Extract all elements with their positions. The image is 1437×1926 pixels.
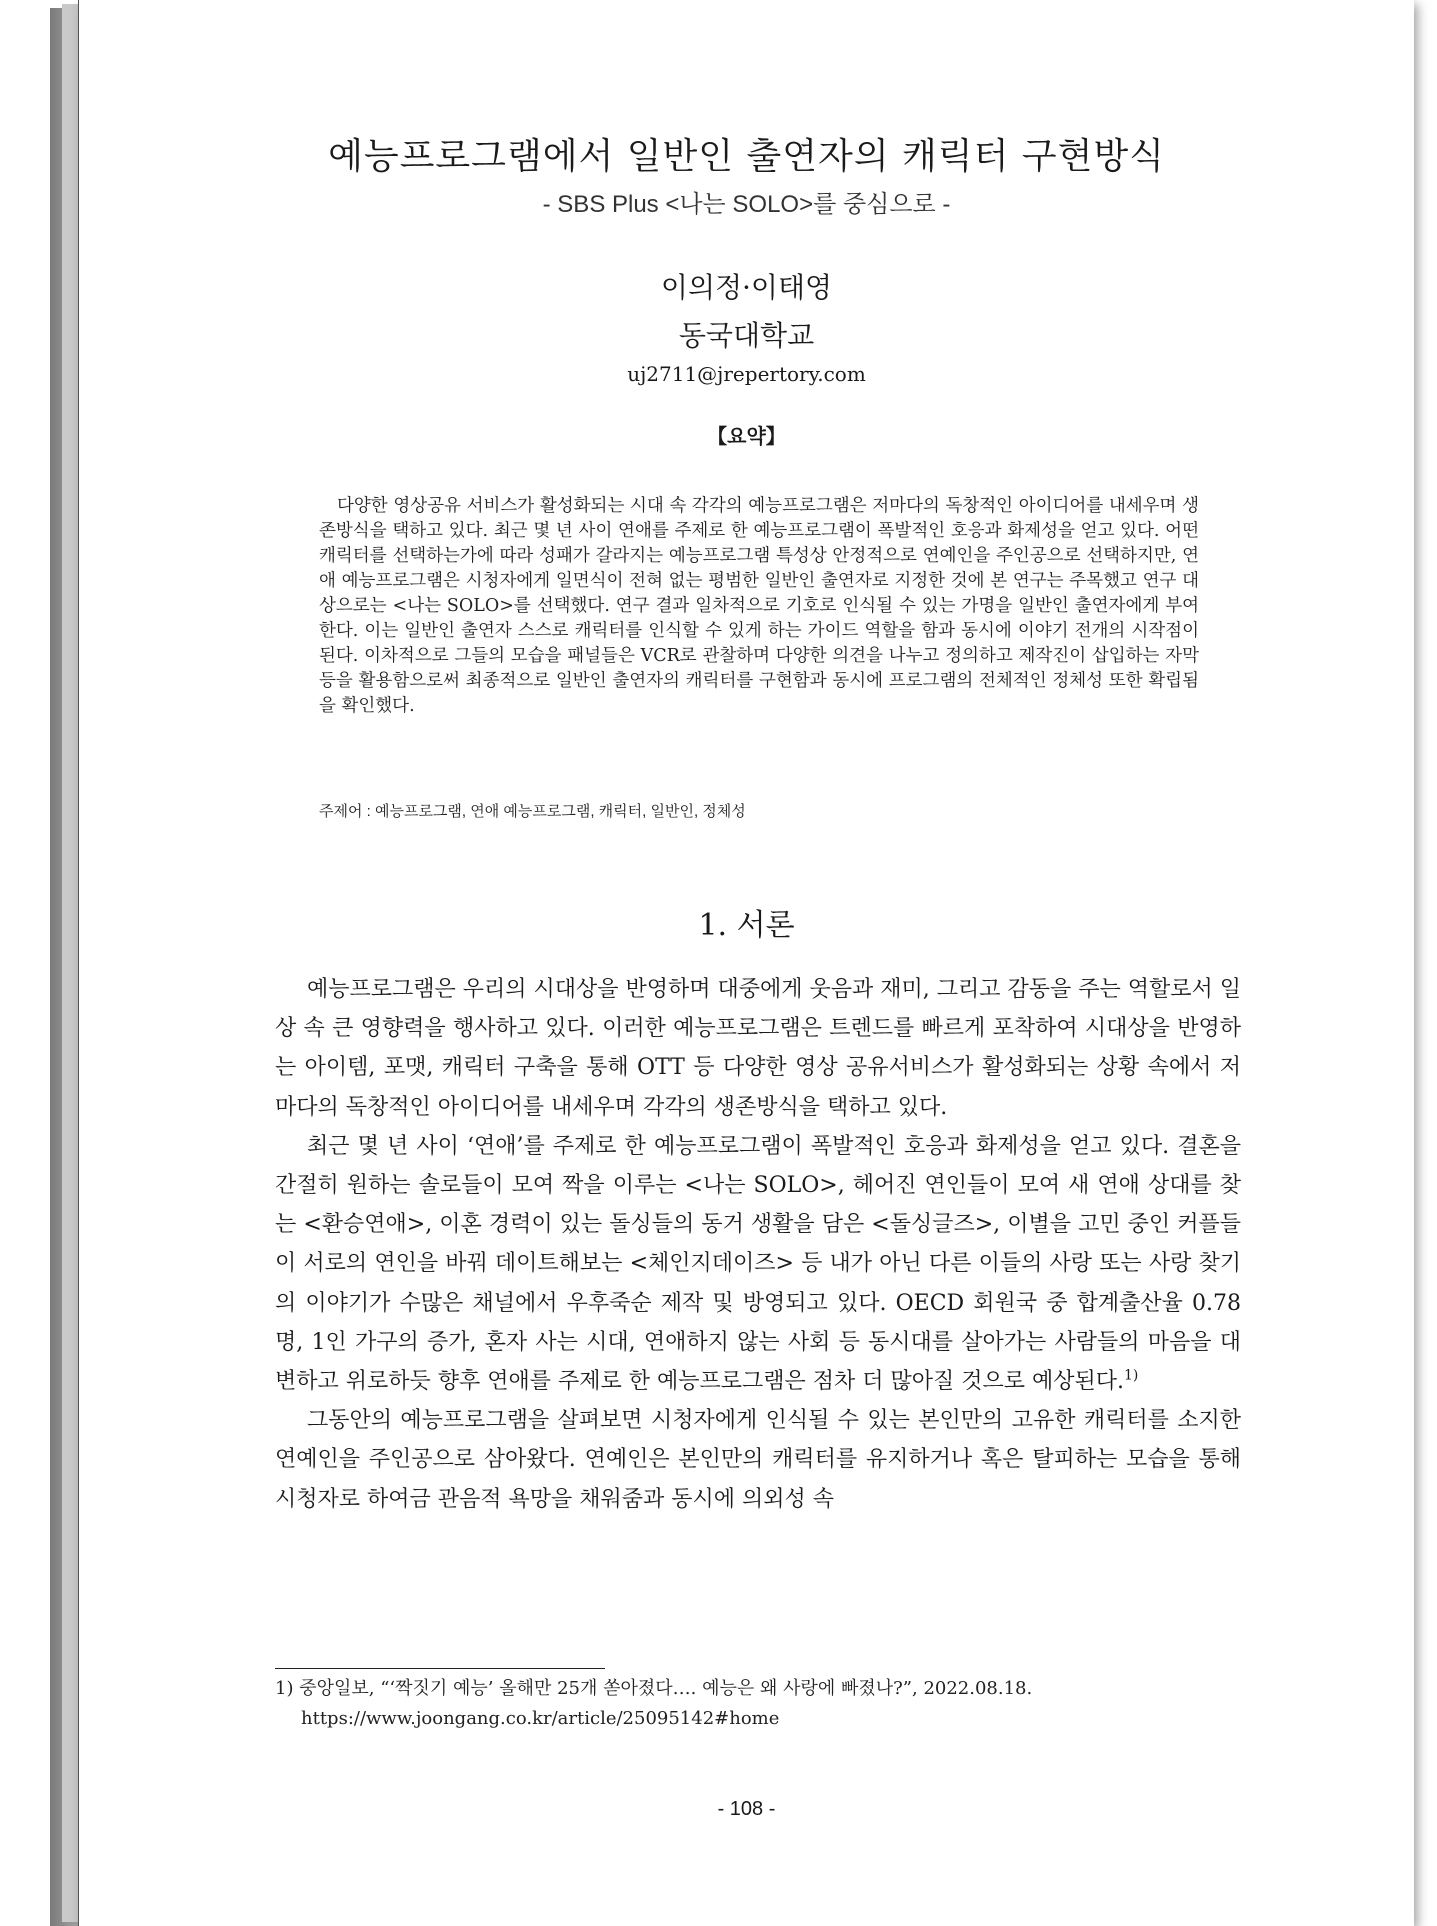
- footnote: [275, 1674, 1241, 1734]
- footnote-link[interactable]: https://www.joongang.co.kr/article/25095142#home: [301, 1708, 780, 1729]
- author-email: uj2711@jrepertory.com: [627, 362, 866, 386]
- footnote-divider: [275, 1668, 605, 1669]
- paragraph-text: 예능프로그램은 우리의 시대상을 반영하며 대중에게 웃음과 재미, 그리고 감동을 주는 역할로서 일상 속 큰 영향력을 행사하고 있다. 이러한 예능프로그램은 트렌드를 빠르게 포착하여 시대상을 반영하는 아이템, 포맷, 캐릭터 구축을 통해 OTT 등 다양한 영상 공유서비스가 활성화되는 상황 속에서 저마다의 독창적인 아이디어를 내세우며 각각의 생존방식을 택하고 있다.: [275, 977, 1242, 1120]
- body-text: [275, 970, 1241, 1519]
- footnote-reference[interactable]: 1): [1124, 1367, 1139, 1384]
- abstract-text: 다양한 영상공유 서비스가 활성화되는 시대 속 각각의 예능프로그램은 저마다의 독창적인 아이디어를 내세우며 생존방식을 택하고 있다. 최근 몇 년 사이 연애를 주제로 한 예능프로그램이 폭발적인 호응과 화제성을 얻고 있다. 어떤 캐릭터를 선택하는가에 따라 성패가 갈라지는 예능프로그램 특성상 안정적으로 연예인을 주인공으로 선택하지만, 연애 예능프로그램은 시청자에게 일면식이 전혀 없는 평범한 일반인 출연자로 지정한 것에 본 연구는 주목했고 연구 대상으로는 <나는 SOLO>를 선택했다. 연구 결과 일차적으로 기호로 인식될 수 있는 가명을 일반인 출연자에게 부여한다. 이는 일반인 출연자 스스로 캐릭터를 인식할 수 있게 하는 가이드 역할을 함과 동시에 이야기 전개의 시작점이 된다. 이차적으로 그들의 모습을 패널들은 VCR로 관찰하며 다양한 의견을 나누고 정의하고 제작진이 삽입하는 자막 등을 활용함으로써 최종적으로 일반인 출연자의 캐릭터를 구현함과 동시에 프로그램의 전체적인 정체성 또한 확립됨을 확인했다.: [319, 496, 1199, 716]
- document-page: [78, 0, 1414, 1926]
- paragraph-text: 그동안의 예능프로그램을 살펴보면 시청자에게 인식될 수 있는 본인만의 고유한 캐릭터를 소지한 연예인을 주인공으로 삼아왔다. 연예인은 본인만의 캐릭터를 유지하거나 혹은 탈피하는 모습을 통해 시청자로 하여금 관음적 욕망을 채워줌과 동시에 의외성 속: [275, 1408, 1241, 1512]
- body-paragraph: [275, 1127, 1241, 1401]
- paper-title: 예능프로그램에서 일반인 출연자의 캐릭터 구현방식: [328, 136, 1165, 177]
- body-paragraph: [275, 1401, 1241, 1519]
- paragraph-text: 최근 몇 년 사이 ‘연애’를 주제로 한 예능프로그램이 폭발적인 호응과 화제성을 얻고 있다. 결혼을 간절히 원하는 솔로들이 모여 짝을 이루는 <나는 SOLO>, 헤어진 연인들이 모여 새 연애 상대를 찾는 <환승연애>, 이혼 경력이 있는 돌싱들의 동거 생활을 담은 <돌싱글즈>, 이별을 고민 중인 커플들이 서로의 연인을 바꿔 데이트해보는 <체인지데이즈> 등 내가 아닌 다른 이들의 사랑 또는 사랑 찾기의 이야기가 수많은 채널에서 우후죽순 제작 및 방영되고 있다. OECD 회원국 중 합계출산율 0.78명, 1인 가구의 증가, 혼자 사는 시대, 연애하지 않는 사회 등 동시대를 살아가는 사람들의 마음을 대변하고 위로하듯 향후 연애를 주제로 한 예능프로그램은 점차 더 많아질 것으로 예상된다.: [275, 1133, 1241, 1395]
- footnote-text: 1) 중앙일보, “‘짝짓기 예능’ 올해만 25개 쏟아졌다…. 예능은 왜 사랑에 빠졌나?”, 2022.08.18.: [275, 1678, 1033, 1699]
- paper-subtitle: - SBS Plus <나는 SOLO>를 중심으로 -: [542, 191, 951, 218]
- page-number: - 108 -: [717, 1798, 776, 1820]
- abstract-heading: 【요약】: [707, 426, 786, 448]
- keywords: 주제어 : 예능프로그램, 연애 예능프로그램, 캐릭터, 일반인, 정체성: [319, 803, 746, 820]
- body-paragraph: [275, 970, 1241, 1127]
- author-affiliation: 동국대학교: [678, 319, 815, 352]
- author-names: 이의정·이태영: [660, 271, 833, 304]
- section-heading: 1. 서론: [698, 908, 795, 943]
